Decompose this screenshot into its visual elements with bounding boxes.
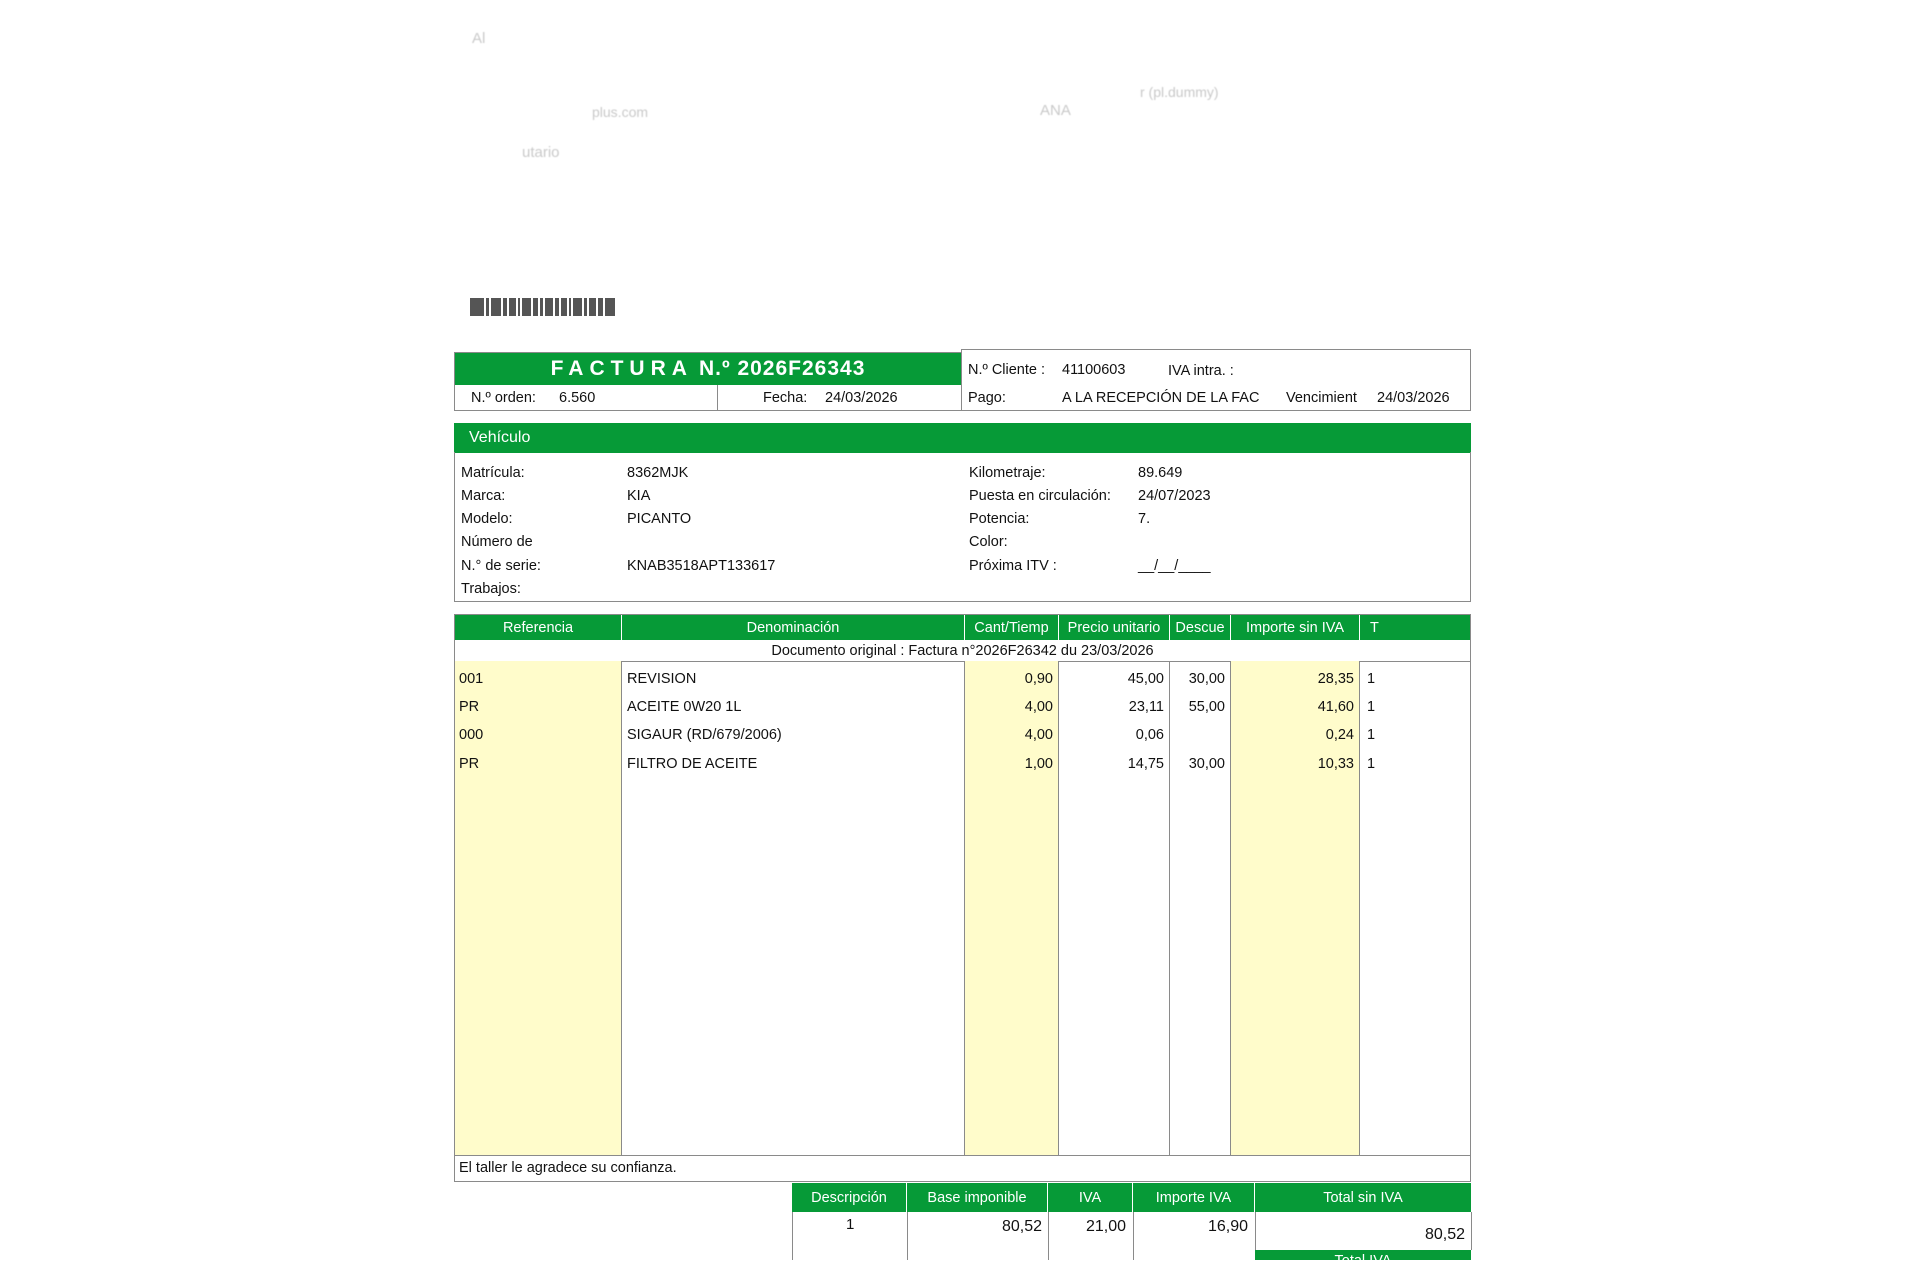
total-vat-label: Total IVA	[1255, 1250, 1471, 1260]
line-discount	[1170, 725, 1225, 745]
line-amount: 10,33	[1317, 756, 1354, 772]
column-header: T	[1360, 615, 1470, 640]
barcode-graphic	[470, 298, 620, 316]
totals-header: Importe IVA	[1133, 1183, 1254, 1212]
vehicle-label: Marca:	[461, 488, 506, 504]
vat-rate: 21,00	[1085, 1218, 1126, 1235]
line-unit-price: 45,00	[1127, 671, 1164, 687]
line-quantity: 1,00	[1024, 756, 1053, 772]
vehicle-label: Matrícula:	[461, 465, 525, 481]
original-document-note: Documento original : Factura n°2026F26342 du 23/03/2026	[455, 640, 1470, 662]
line-tax-code: 1	[1367, 699, 1376, 715]
totals-header: IVA	[1048, 1183, 1132, 1212]
client-label: N.º Cliente :	[968, 362, 1046, 378]
line-description: FILTRO DE ACEITE	[627, 756, 758, 772]
line-quantity: 0,90	[1024, 671, 1053, 687]
invoice-title-word: FACTURA	[550, 357, 693, 380]
client-value: 41100603	[1062, 362, 1126, 378]
column-header: Cant/Tiemp	[965, 615, 1058, 640]
line-amount: 41,60	[1317, 699, 1354, 715]
taxable-base: 80,52	[1001, 1218, 1042, 1235]
totals-header: Total sin IVA	[1255, 1183, 1471, 1212]
line-reference: 001	[459, 671, 484, 687]
ghost-text: plus.com	[592, 104, 649, 120]
line-unit-price: 14,75	[1127, 756, 1164, 772]
vehicle-label: Color:	[969, 534, 1008, 550]
line-tax-code: 1	[1367, 756, 1376, 772]
column-header: Denominación	[622, 615, 964, 640]
vehicle-value: 7.	[1138, 511, 1151, 527]
column-header: Descue	[1170, 615, 1230, 640]
vehicle-value: 24/07/2023	[1138, 488, 1211, 504]
invoice-lines-table	[454, 614, 1471, 1182]
column-header: Referencia	[455, 615, 621, 640]
line-discount: 30,00	[1188, 671, 1225, 687]
line-amount: 0,24	[1325, 727, 1354, 743]
vehicle-label: Próxima ITV :	[969, 558, 1057, 574]
client-box	[961, 349, 1471, 411]
ghost-text: Al	[472, 30, 486, 47]
vat-label: IVA intra. :	[1168, 363, 1234, 379]
due-label: Vencimient	[1286, 390, 1357, 406]
line-reference: PR	[459, 699, 480, 715]
line-discount: 30,00	[1188, 756, 1225, 772]
totals-header: Descripción	[792, 1183, 906, 1212]
ghost-text: utario	[522, 144, 560, 161]
vehicle-label: N.° de serie:	[461, 558, 541, 574]
vehicle-label: Modelo:	[461, 511, 513, 527]
payment-label: Pago:	[968, 390, 1006, 406]
vehicle-value: KIA	[627, 488, 651, 504]
date-label: Fecha:	[763, 390, 808, 406]
date-cell	[719, 385, 961, 411]
vehicle-value: 8362MJK	[627, 465, 689, 481]
total-without-vat: 80,52	[1424, 1226, 1465, 1243]
column-header: Importe sin IVA	[1231, 615, 1359, 640]
order-cell	[455, 385, 718, 411]
payment-value: A LA RECEPCIÓN DE LA FAC	[1062, 390, 1260, 406]
vehicle-value: PICANTO	[627, 511, 692, 527]
thanks-note: El taller le agradece su confianza.	[455, 1155, 1470, 1181]
vehicle-label: Trabajos:	[461, 581, 521, 597]
line-discount: 55,00	[1188, 699, 1225, 715]
line-reference: PR	[459, 756, 480, 772]
line-quantity: 4,00	[1024, 727, 1053, 743]
vat-amount: 16,90	[1207, 1218, 1248, 1235]
invoice-number: N.º 2026F26343	[698, 357, 866, 380]
vehicle-value: __/__/____	[1138, 558, 1211, 574]
line-tax-code: 1	[1367, 727, 1376, 743]
line-reference: 000	[459, 727, 484, 743]
vehicle-label: Potencia:	[969, 511, 1030, 527]
column-header: Precio unitario	[1059, 615, 1169, 640]
order-value: 6.560	[559, 390, 596, 406]
line-tax-code: 1	[1367, 671, 1376, 687]
line-unit-price: 0,06	[1135, 727, 1164, 743]
date-value: 24/03/2026	[825, 390, 898, 406]
vehicle-details	[454, 452, 1471, 602]
vehicle-value: 89.649	[1138, 465, 1183, 481]
order-label: N.º orden:	[471, 390, 536, 406]
ghost-text: r (pl.dummy)	[1140, 84, 1219, 100]
line-description: ACEITE 0W20 1L	[627, 699, 742, 715]
line-description: SIGAUR (RD/679/2006)	[627, 727, 782, 743]
vehicle-label: Puesta en circulación:	[969, 488, 1111, 504]
totals-description: 1	[846, 1216, 855, 1233]
vehicle-value: KNAB3518APT133617	[627, 558, 776, 574]
line-description: REVISION	[627, 671, 697, 687]
invoice-title-box	[454, 352, 962, 411]
totals-header: Base imponible	[907, 1183, 1047, 1212]
vehicle-heading: Vehículo	[454, 423, 1471, 453]
line-unit-price: 23,11	[1128, 699, 1164, 715]
line-quantity: 4,00	[1024, 699, 1053, 715]
ghost-text: ANA	[1040, 102, 1071, 119]
invoice-title	[455, 353, 961, 385]
due-value: 24/03/2026	[1377, 390, 1450, 406]
line-amount: 28,35	[1317, 671, 1354, 687]
vehicle-label: Kilometraje:	[969, 465, 1046, 481]
vehicle-label: Número de	[461, 534, 533, 550]
